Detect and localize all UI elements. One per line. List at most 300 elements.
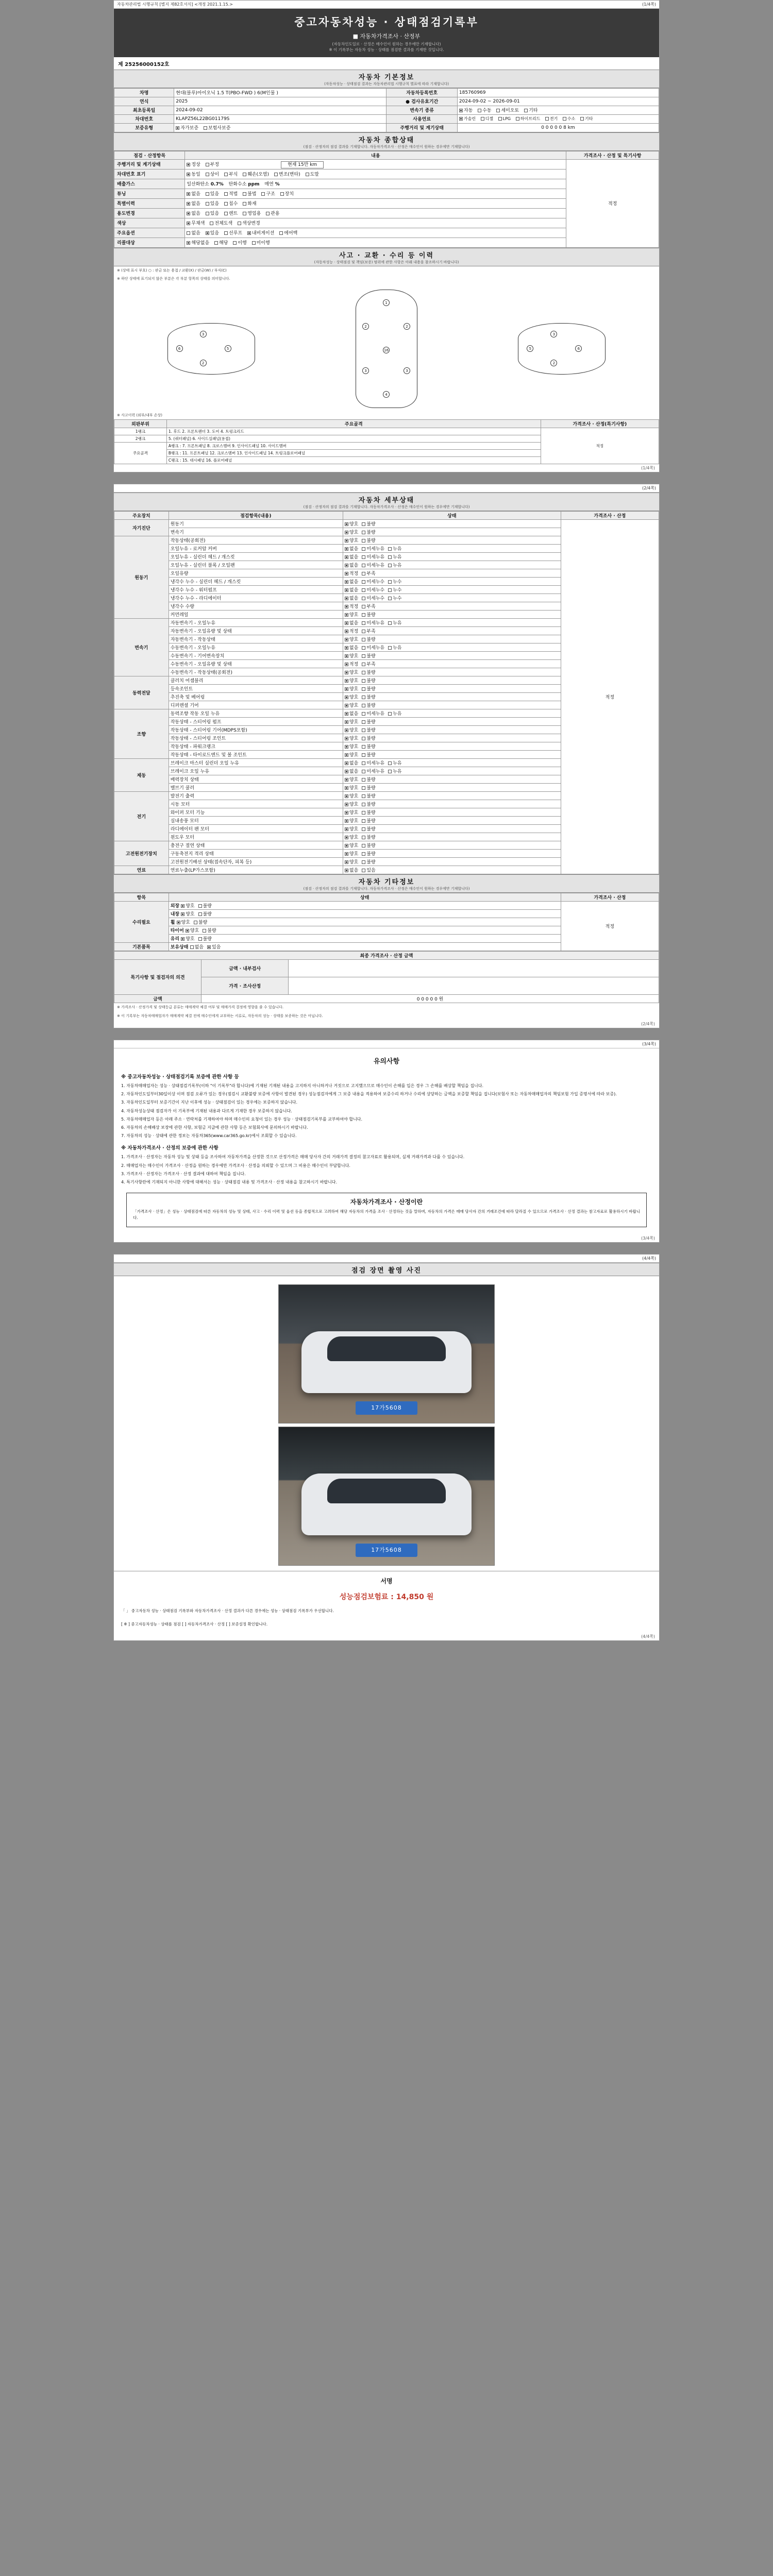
option-first[interactable] xyxy=(345,858,358,865)
option-government[interactable]: 관용 xyxy=(266,210,279,216)
option-legal[interactable]: 적법 xyxy=(224,190,238,197)
option-first[interactable] xyxy=(345,545,358,552)
option-second[interactable] xyxy=(362,710,384,717)
option-yes[interactable]: 있음 xyxy=(206,200,219,207)
option-second[interactable] xyxy=(362,545,384,552)
option-first[interactable] xyxy=(345,751,358,758)
option-fuel-etc[interactable]: 기타 xyxy=(580,116,593,122)
option-first[interactable] xyxy=(345,776,358,783)
option-label: 불량 xyxy=(366,720,376,725)
option-first[interactable] xyxy=(345,628,358,634)
option-gasoline[interactable]: 가솔린 xyxy=(459,116,476,122)
option-third[interactable] xyxy=(388,644,401,651)
option-third[interactable] xyxy=(388,768,401,774)
option-first[interactable] xyxy=(345,595,358,601)
page-number: (3/4쪽) xyxy=(641,1236,655,1241)
detail-item-state xyxy=(343,578,561,586)
option-navigation[interactable]: 내비게이션 xyxy=(247,229,274,236)
detail-item-state xyxy=(343,850,561,858)
final-price-title: 최종 가격조사 · 산정 금액 xyxy=(114,952,659,960)
option-bad[interactable] xyxy=(194,919,207,925)
option-label: 미세누유 xyxy=(366,761,385,766)
option-illegal[interactable]: 불법 xyxy=(243,190,256,197)
detail-item-state xyxy=(343,602,561,611)
option-second[interactable] xyxy=(362,751,375,758)
option-applicable[interactable]: 해당 xyxy=(214,239,228,246)
option-label: 불량 xyxy=(366,843,376,849)
option-first[interactable] xyxy=(345,809,358,816)
option-label: 있음 xyxy=(366,868,376,873)
option-first[interactable] xyxy=(345,743,358,750)
cell-label: 최초등록일 xyxy=(114,106,174,114)
option-label: 양호 xyxy=(349,670,359,675)
option-first[interactable] xyxy=(345,529,358,535)
amount-value xyxy=(201,995,659,1003)
option-label: 양호 xyxy=(349,679,359,684)
option-original-color[interactable]: 무채색 xyxy=(187,219,205,226)
option-first[interactable] xyxy=(345,817,358,824)
section-title-overall: 자동차 종합상태 xyxy=(358,136,415,144)
eval-cell: 적정 xyxy=(566,159,659,247)
option-second[interactable] xyxy=(362,652,375,659)
option-corrosion[interactable]: 부식 xyxy=(224,171,238,177)
option-label: 불량 xyxy=(366,679,376,684)
cell-label: 보증유형 xyxy=(114,123,174,132)
option-second[interactable] xyxy=(362,702,375,708)
notice-head-1: ※ 중고자동차성능 · 상태점검기록 보증에 관한 사항 등 xyxy=(121,1074,239,1080)
option-good[interactable] xyxy=(181,910,194,917)
document-number-label: 제 xyxy=(118,61,123,67)
document-header xyxy=(114,9,659,57)
option-label: 없음 xyxy=(349,711,359,717)
form-reference: 자동차관리법 시행규칙 [별지 제82호서식] <개정 2021.1.15.> xyxy=(117,2,233,7)
option-not-applicable[interactable]: 해당없음 xyxy=(187,239,209,246)
option-first[interactable] xyxy=(345,726,358,733)
option-none[interactable]: 없음 xyxy=(187,200,200,207)
option-none[interactable]: 없음 xyxy=(187,190,200,197)
option-second[interactable] xyxy=(362,784,375,791)
option-none[interactable]: 없음 xyxy=(187,229,200,236)
option-label: 양호 xyxy=(186,937,195,942)
fee-label: 성능점검보험료 xyxy=(339,1593,389,1602)
notice-item: 7. 자동차의 성능 · 상태에 관한 정보는 자동차365(www.car365.go.kr)에서 조회할 수 있습니다. xyxy=(121,1133,297,1139)
option-second[interactable] xyxy=(362,529,375,535)
detail-item-label: 디퍼렌셜 기어 xyxy=(169,701,343,709)
option-second[interactable] xyxy=(362,801,375,807)
option-first[interactable] xyxy=(345,801,358,807)
option-second[interactable] xyxy=(362,586,384,593)
option-label: 불량 xyxy=(366,637,376,642)
option-third[interactable] xyxy=(388,586,401,593)
detail-item-label: 작동상태 - 스티어링 조인트 xyxy=(169,734,343,742)
section-bar-overall xyxy=(114,132,659,151)
option-second[interactable] xyxy=(362,850,375,857)
option-third[interactable] xyxy=(388,710,401,717)
system-group-label: 자기진단 xyxy=(114,520,169,536)
option-erased[interactable]: 도말 xyxy=(306,171,319,177)
table-row xyxy=(114,97,659,106)
option-lpg[interactable]: LPG xyxy=(498,116,511,121)
cell-fuel xyxy=(457,114,659,123)
option-airbag[interactable]: 에어백 xyxy=(279,229,297,236)
option-yes[interactable] xyxy=(207,943,221,950)
option-second[interactable] xyxy=(362,537,375,544)
option-ev[interactable]: 전기 xyxy=(545,116,558,122)
option-label: 양호 xyxy=(349,736,359,741)
option-second[interactable] xyxy=(362,644,384,651)
notice-item: 1. 가격조사 · 산정자는 자동차 성능 및 상태 등을 조사하여 자동차가격을 산정한 것으로 산정가격은 매매 당사자 간의 거래가격 결정의 참고자료로 활용되며, 실제 거래가격과 다를 수 있습니다. xyxy=(121,1155,465,1160)
page-top-strip xyxy=(114,484,659,493)
option-first[interactable] xyxy=(345,825,358,832)
detail-item-label: 수동변속기 - 오일유량 및 상태 xyxy=(169,660,343,668)
option-second[interactable] xyxy=(362,743,375,750)
notice-item: 1. 자동차매매업자는 성능 · 상태점검기록부(이하 "이 기록부"라 합니다)에 기재된 기재된 내용을 고지하지 아니하거나 거짓으로 고지했으므로 매수인이 손해를 입은 경우 그 손해를 배상할 책임을 집니다. xyxy=(121,1083,484,1088)
option-second[interactable] xyxy=(362,817,375,824)
option-first[interactable] xyxy=(345,578,358,585)
fee-value: 14,850 원 xyxy=(396,1593,434,1602)
frame-rank-a: A랭크 : 7. 프론트패널 8. 크로스멤버 9. 인사이드패널 10. 사이드멤버 xyxy=(166,443,541,450)
option-good[interactable] xyxy=(181,935,194,942)
option-second[interactable] xyxy=(362,858,375,865)
row-content xyxy=(185,179,566,189)
detail-item-state xyxy=(343,611,561,619)
cell-warranty xyxy=(174,123,386,132)
other-item-label: 외장 xyxy=(170,904,181,909)
option-label: 불량 xyxy=(366,613,376,618)
option-color-change[interactable]: 색상변경 xyxy=(238,219,260,226)
option-label: 부족 xyxy=(366,571,376,577)
option-label: 양호 xyxy=(349,522,359,527)
table-header-row xyxy=(114,420,659,428)
option-first[interactable] xyxy=(345,693,358,700)
option-second[interactable] xyxy=(362,520,375,527)
page-bottom-strip xyxy=(114,1234,659,1242)
detail-item-label: 냉각수 누수 - 워터펌프 xyxy=(169,586,343,594)
system-group-label: 고전원전기장치 xyxy=(114,841,169,866)
option-bad[interactable] xyxy=(203,927,216,934)
option-business[interactable]: 영업용 xyxy=(243,210,261,216)
option-sunroof[interactable]: 선루프 xyxy=(224,229,242,236)
option-fire[interactable]: 화재 xyxy=(243,200,256,207)
option-none[interactable] xyxy=(190,943,204,950)
option-label: 양호 xyxy=(349,637,359,642)
option-label: 불량 xyxy=(366,786,376,791)
option-first[interactable] xyxy=(345,652,358,659)
option-label: 불량 xyxy=(366,687,376,692)
option-first[interactable] xyxy=(345,644,358,651)
option-first[interactable] xyxy=(345,669,358,675)
option-good[interactable] xyxy=(177,919,190,925)
option-first[interactable] xyxy=(345,586,358,593)
option-self-warranty[interactable]: 자가보증 xyxy=(176,124,198,131)
option-label: 미세누유 xyxy=(366,547,385,552)
option-yes[interactable]: 있음 xyxy=(206,229,219,236)
option-second[interactable] xyxy=(362,759,384,766)
option-first[interactable] xyxy=(345,520,358,527)
table-header-row xyxy=(114,893,659,902)
option-second[interactable] xyxy=(362,776,375,783)
option-first[interactable] xyxy=(345,735,358,741)
car-diagram-views xyxy=(117,286,656,408)
option-abnormal[interactable]: 부정 xyxy=(206,161,219,167)
option-label: 불량 xyxy=(366,695,376,700)
option-first[interactable] xyxy=(345,759,358,766)
option-first[interactable] xyxy=(345,570,358,577)
option-second[interactable] xyxy=(362,834,375,840)
option-flood[interactable]: 침수 xyxy=(224,200,238,207)
option-label: 누유 xyxy=(393,761,402,766)
option-first[interactable] xyxy=(345,850,358,857)
option-second[interactable] xyxy=(362,636,375,642)
option-second[interactable] xyxy=(362,768,384,774)
detail-item-state xyxy=(343,520,561,528)
photo-rear[interactable] xyxy=(278,1427,495,1566)
option-label: 양호 xyxy=(349,720,359,725)
system-group-label: 원동기 xyxy=(114,536,169,619)
option-third[interactable] xyxy=(388,759,401,766)
option-full-repaint[interactable]: 전체도색 xyxy=(210,219,232,226)
option-second[interactable] xyxy=(362,842,375,849)
option-hybrid[interactable]: 하이브리드 xyxy=(516,116,541,122)
detail-item-state xyxy=(343,660,561,668)
option-label: 없음 xyxy=(194,945,204,950)
option-structure[interactable]: 구조 xyxy=(261,190,275,197)
remarks-cell-2[interactable] xyxy=(289,977,659,995)
detail-item-state xyxy=(343,635,561,643)
detail-item-state xyxy=(343,619,561,627)
option-first[interactable] xyxy=(345,867,358,873)
option-third[interactable] xyxy=(388,553,401,560)
detail-item-state xyxy=(343,858,561,866)
option-second[interactable] xyxy=(362,578,384,585)
detail-item-state xyxy=(343,825,561,833)
detail-item-label: 배력장치 상태 xyxy=(169,775,343,784)
detail-item-state xyxy=(343,833,561,841)
option-second[interactable] xyxy=(362,562,384,568)
section-sub-accident: (자동차성능 · 상태점검 및 책임(보증) 범위에 관한 사항은 아래 내용을 참조하시기 바랍니다) xyxy=(314,260,459,264)
final-price-footer-2: ※ 이 기록부는 자동차매매업자가 매매계약 체결 전에 매수인에게 교부하는 서류로, 자동차의 성능 · 상태를 보증하는 것은 아닙니다. xyxy=(117,1013,323,1018)
table-basic-info xyxy=(114,88,659,132)
option-second[interactable] xyxy=(362,792,375,799)
option-third[interactable] xyxy=(388,595,401,601)
option-second[interactable] xyxy=(362,628,375,634)
option-label: 양호 xyxy=(349,728,359,733)
other-item-label: 내장 xyxy=(170,912,181,917)
detail-item-label: 구동축전지 격리 상태 xyxy=(169,850,343,858)
option-semi[interactable]: 세미오토 xyxy=(496,107,519,113)
option-first[interactable] xyxy=(345,834,358,840)
table-header-row xyxy=(114,151,659,159)
detail-item-state xyxy=(343,594,561,602)
other-item-state xyxy=(169,935,561,943)
option-second[interactable] xyxy=(362,677,375,684)
option-second[interactable] xyxy=(362,693,375,700)
option-auto[interactable]: 자동 xyxy=(459,107,473,113)
table-row xyxy=(114,428,659,435)
option-good[interactable] xyxy=(186,927,199,934)
option-second[interactable] xyxy=(362,660,375,667)
option-insurance-warranty[interactable]: 보험사보증 xyxy=(204,124,230,131)
option-done[interactable]: 이행 xyxy=(233,239,246,246)
option-first[interactable] xyxy=(345,677,358,684)
option-bad[interactable] xyxy=(198,902,212,909)
option-first[interactable] xyxy=(345,710,358,717)
option-bad[interactable] xyxy=(198,935,212,942)
option-manual[interactable]: 수동 xyxy=(478,107,491,113)
option-bad[interactable] xyxy=(198,910,212,917)
option-etc[interactable]: 기타 xyxy=(524,107,537,113)
detail-item-state xyxy=(343,800,561,808)
option-label: 미세누수 xyxy=(366,580,385,585)
car-image-rear xyxy=(301,1473,472,1535)
detail-item-state xyxy=(343,569,561,578)
document-number-row xyxy=(114,57,659,70)
option-different[interactable]: 상이 xyxy=(206,171,219,177)
table-row xyxy=(114,902,659,910)
option-label: 양호 xyxy=(349,810,359,816)
option-third[interactable] xyxy=(388,545,401,552)
option-first[interactable] xyxy=(345,660,358,667)
other-item-label: 타이어 xyxy=(170,928,186,934)
option-good[interactable] xyxy=(181,902,194,909)
detail-item-state xyxy=(343,742,561,751)
option-second[interactable] xyxy=(362,718,375,725)
option-second[interactable] xyxy=(362,867,375,873)
detail-item-label: 오일누유 - 실린더 헤드 / 개스킷 xyxy=(169,553,343,561)
table-detail-state xyxy=(114,511,659,874)
other-item-state xyxy=(169,902,561,910)
option-second[interactable] xyxy=(362,595,384,601)
section-bar-accident xyxy=(114,248,659,266)
option-third[interactable] xyxy=(388,578,401,585)
option-second[interactable] xyxy=(362,611,375,618)
signature-title: 서명 xyxy=(114,1571,659,1587)
option-hydrogen[interactable]: 수소 xyxy=(563,116,575,122)
page-number: (2/4쪽) xyxy=(641,1022,655,1026)
document-subtitle: ■ 자동차가격조사 · 산정부 xyxy=(352,33,421,40)
page-number: (1/4쪽) xyxy=(641,466,655,470)
option-label: 미세누유 xyxy=(366,563,385,568)
option-label: 누수 xyxy=(393,596,402,601)
car-view-left: 6 3 5 2 xyxy=(167,323,255,375)
option-second[interactable] xyxy=(362,619,384,626)
detail-item-label: 브레이크 마스터 실린더 오일 누유 xyxy=(169,759,343,767)
col-header-content: 내용 xyxy=(185,151,566,159)
photo-footnote-2: [ ※ ] 중고자동차성능 · 상태를 점검 [ ] 자동차가격조사 · 산정 [ ] 보증설정 확인합니다. xyxy=(121,1622,268,1627)
detail-item-state xyxy=(343,627,561,635)
option-first[interactable] xyxy=(345,611,358,618)
option-label: 양호 xyxy=(349,744,359,750)
option-label: 불량 xyxy=(366,538,376,544)
option-first[interactable] xyxy=(345,685,358,692)
option-label: 불량 xyxy=(203,937,212,942)
page-3 xyxy=(113,1040,660,1243)
option-altered[interactable]: 변조(변타) xyxy=(274,171,300,177)
option-first[interactable] xyxy=(345,718,358,725)
option-yes[interactable]: 있음 xyxy=(206,210,219,216)
option-damaged[interactable]: 훼손(오염) xyxy=(243,171,269,177)
notice-item: 4. 자동차성능상태 점검자가 이 기록부에 기재된 내용과 다르게 기재한 경우 보증하지 않습니다. xyxy=(121,1108,292,1113)
option-none[interactable]: 없음 xyxy=(187,210,200,216)
rank-2-label: 2랭크 xyxy=(114,435,167,443)
option-rent[interactable]: 렌트 xyxy=(224,210,238,216)
option-first[interactable] xyxy=(345,537,358,544)
option-same[interactable]: 동일 xyxy=(187,171,200,177)
option-label: 양호 xyxy=(349,835,359,840)
option-first[interactable] xyxy=(345,768,358,774)
option-device[interactable]: 장치 xyxy=(280,190,294,197)
option-normal[interactable]: 정상 xyxy=(187,161,200,167)
option-first[interactable] xyxy=(345,603,358,609)
table-row xyxy=(114,106,659,114)
detail-item-label: 수동변속기 - 작동상태(공회전) xyxy=(169,668,343,676)
photo-front[interactable] xyxy=(278,1284,495,1423)
option-first[interactable] xyxy=(345,553,358,560)
option-label: 누수 xyxy=(393,580,402,585)
page-4 xyxy=(113,1254,660,1641)
option-second[interactable] xyxy=(362,603,375,609)
detail-item-label: 작동상태 - 타이로드엔드 및 볼 조인트 xyxy=(169,751,343,759)
option-second[interactable] xyxy=(362,669,375,675)
detail-item-state xyxy=(343,701,561,709)
option-second[interactable] xyxy=(362,825,375,832)
remarks-cell-1[interactable] xyxy=(289,960,659,977)
option-second[interactable] xyxy=(362,570,375,577)
notice-item: 6. 자동차의 손해배상 보장에 관한 사항, 보험금 지급에 관한 사항 등은 보험회사에 문의하시기 바랍니다. xyxy=(121,1125,308,1130)
photo-footnote-1: 「 」 중고자동차 성능 · 상태점검 기록부와 자동차가격조사 · 산정 결과가 다른 경우에는 성능 · 상태점검 기록부가 우선합니다. xyxy=(121,1608,334,1614)
option-second[interactable] xyxy=(362,735,375,741)
row-label: 차대번호 표기 xyxy=(114,169,185,179)
option-first[interactable] xyxy=(345,619,358,626)
option-second[interactable] xyxy=(362,553,384,560)
option-not-done[interactable]: 미이행 xyxy=(252,239,270,246)
option-label: 양호 xyxy=(349,654,359,659)
option-first[interactable] xyxy=(345,636,358,642)
row-content xyxy=(185,189,566,198)
option-first[interactable] xyxy=(345,702,358,708)
option-first[interactable] xyxy=(345,784,358,791)
option-label: 불량 xyxy=(366,753,376,758)
detail-item-label: 동력조향 작동 오일 누유 xyxy=(169,709,343,718)
option-first[interactable] xyxy=(345,792,358,799)
option-label: 불량 xyxy=(366,827,376,832)
option-second[interactable] xyxy=(362,685,375,692)
cell-label: 차대번호 xyxy=(114,114,174,123)
option-label: 양호 xyxy=(186,904,195,909)
option-diesel[interactable]: 디젤 xyxy=(481,116,493,122)
frame-rank-b: B랭크 : 11. 프론트패널 12. 크로스멤버 13. 인사이드패널 14. 트렁크플로어패널 xyxy=(166,450,541,457)
notice-item: 2. 자동차인도일부터30일이상 이며 점검 오류가 있는 경우(점검시 교환불량 보증에 사항이 발견된 경우) 성능점검자에게 그 보증 내용을 적용하여 보증수리 하거나 수리에 상당하는 금액을 보증할 책임을 집니다(보험사 또는 자동차매매업자의 책임보험 가입 증명서에 따라 보증). xyxy=(121,1092,617,1097)
section-bar-photos xyxy=(114,1263,659,1276)
option-label: 불량 xyxy=(366,810,376,816)
option-label: 양호 xyxy=(349,843,359,849)
detail-item-label: 커먼레일 xyxy=(169,611,343,619)
option-second[interactable] xyxy=(362,726,375,733)
detail-item-state xyxy=(343,709,561,718)
other-item-label: 유리 xyxy=(170,937,181,942)
rank-1-parts: 1. 후드 2. 프론트펜더 3. 도어 4. 트렁크리드 xyxy=(166,428,541,435)
car-damage-diagram xyxy=(114,283,659,411)
option-third[interactable] xyxy=(388,619,401,626)
option-yes[interactable]: 있음 xyxy=(206,190,219,197)
option-first[interactable] xyxy=(345,842,358,849)
option-first[interactable] xyxy=(345,562,358,568)
cell-value: 2024-09-02 xyxy=(174,106,386,114)
option-second[interactable] xyxy=(362,809,375,816)
detail-item-state xyxy=(343,643,561,652)
option-label: 양호 xyxy=(349,777,359,783)
option-third[interactable] xyxy=(388,562,401,568)
